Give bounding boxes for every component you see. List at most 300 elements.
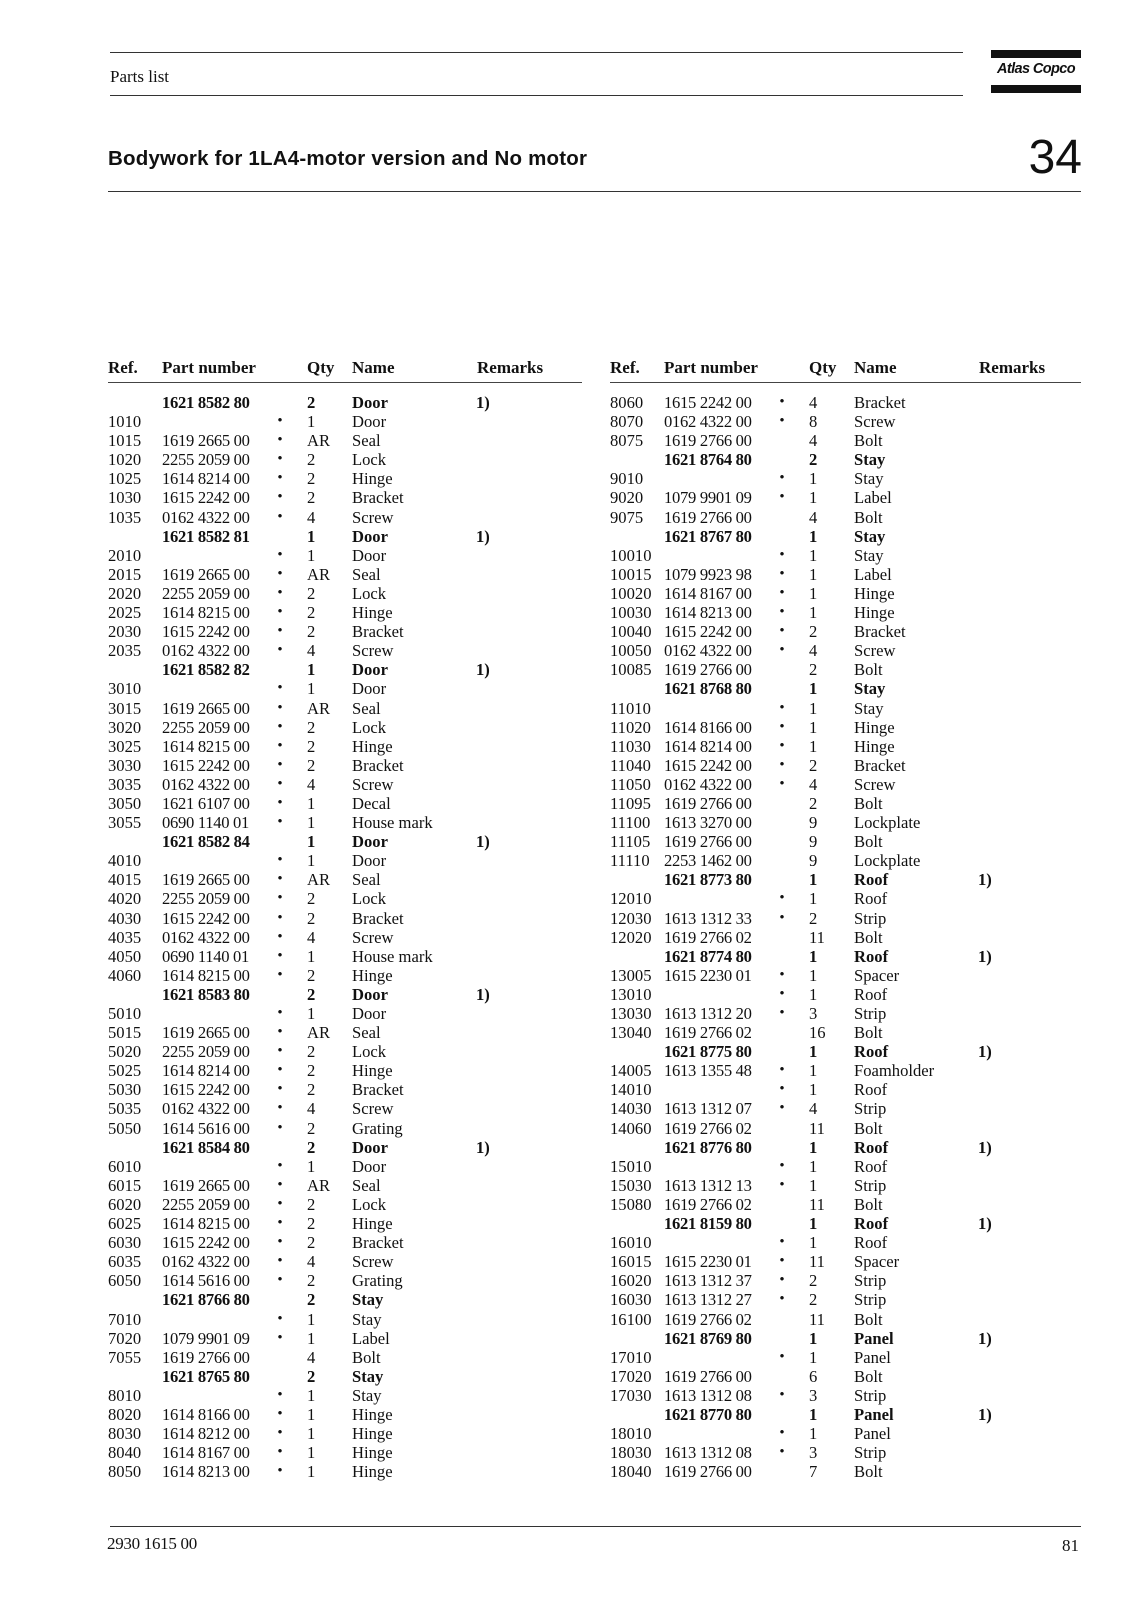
qty-cell: 1 — [307, 1404, 316, 1424]
bullet-cell: • — [277, 413, 283, 430]
part-number-cell: 1615 2242 00 — [162, 1080, 250, 1100]
qty-cell: AR — [307, 431, 331, 451]
ref-cell: 10030 — [610, 603, 652, 623]
table-row — [610, 412, 1081, 431]
table-row — [610, 469, 1081, 488]
qty-cell: 1 — [809, 736, 818, 756]
bullet-cell: • — [277, 604, 283, 621]
bullet-cell: • — [277, 966, 283, 983]
name-cell: Bolt — [854, 507, 883, 527]
bullet-cell: • — [277, 1119, 283, 1136]
part-number-cell: 1614 8167 00 — [664, 583, 752, 603]
assembly-row — [610, 947, 1081, 966]
ref-cell: 1020 — [108, 450, 142, 470]
qty-cell: 2 — [307, 736, 316, 756]
name-cell: Screw — [352, 927, 394, 947]
bullet-cell: • — [779, 890, 785, 907]
qty-cell: 1 — [809, 1042, 818, 1062]
name-cell: Roof — [854, 946, 889, 966]
name-cell: Roof — [854, 1214, 889, 1234]
ref-cell: 2020 — [108, 583, 142, 603]
table-row — [610, 508, 1081, 527]
qty-cell: 1 — [307, 1462, 316, 1482]
part-number-cell: 1619 2766 00 — [664, 832, 752, 852]
name-cell: Label — [854, 564, 892, 584]
table-row — [108, 622, 582, 641]
table-row — [108, 1310, 582, 1329]
table-row — [610, 431, 1081, 450]
bullet-cell: • — [779, 1005, 785, 1021]
table-row — [610, 1462, 1081, 1481]
ref-cell: 11110 — [610, 851, 650, 871]
ref-cell: 3055 — [108, 813, 142, 833]
section-label: Parts list — [110, 67, 170, 86]
remarks-cell: 1) — [476, 984, 490, 1004]
section-number: 34 — [1028, 131, 1082, 184]
remarks-cell: 1) — [978, 1042, 992, 1062]
assembly-row — [108, 985, 582, 1004]
ref-cell: 3030 — [108, 755, 142, 775]
remarks-cell: 1) — [978, 1214, 992, 1234]
part-number-cell: 1613 1312 13 — [664, 1175, 752, 1195]
bullet-cell: • — [779, 1386, 785, 1403]
table-row — [108, 679, 582, 698]
qty-cell: 1 — [809, 564, 818, 584]
ref-cell: 16010 — [610, 1233, 652, 1253]
name-cell: Screw — [854, 641, 896, 661]
ref-cell: 16020 — [610, 1271, 652, 1291]
qty-cell: 1 — [809, 1175, 818, 1195]
ref-cell: 11020 — [610, 717, 651, 737]
part-number-cell: 0162 4322 00 — [162, 774, 250, 794]
qty-cell: 1 — [809, 1061, 818, 1081]
bullet-cell: • — [277, 756, 283, 773]
name-cell: Hinge — [352, 736, 393, 756]
ref-cell: 1015 — [108, 431, 142, 451]
qty-cell: 1 — [307, 851, 316, 871]
ref-cell: 3010 — [108, 679, 142, 699]
name-cell: Seal — [352, 870, 381, 890]
qty-cell: 4 — [307, 507, 316, 527]
name-cell: Lock — [352, 583, 387, 603]
bullet-cell: • — [779, 1253, 785, 1270]
name-cell: Door — [352, 1004, 387, 1023]
ref-cell: 3020 — [108, 717, 142, 737]
part-number-cell: 1619 2766 00 — [162, 1347, 250, 1367]
table-row — [610, 889, 1081, 908]
part-number-cell: 2255 2059 00 — [162, 450, 250, 470]
document-number: 2930 1615 00 — [107, 1534, 197, 1553]
part-number-cell: 1619 2665 00 — [162, 1023, 250, 1043]
name-cell: Hinge — [352, 965, 393, 985]
bullet-cell: • — [277, 1195, 283, 1212]
part-number-cell: 1613 1312 27 — [664, 1290, 752, 1310]
ref-cell: 9010 — [610, 469, 644, 489]
bullet-cell: • — [277, 1253, 283, 1270]
qty-cell: 1 — [307, 1443, 316, 1463]
qty-cell: 1 — [307, 793, 316, 813]
bullet-cell: • — [277, 852, 283, 869]
name-cell: Screw — [352, 507, 394, 527]
qty-cell: 1 — [809, 469, 818, 489]
qty-cell: 1 — [307, 679, 316, 699]
assembly-row — [610, 450, 1081, 469]
qty-cell: 9 — [809, 813, 818, 833]
part-number-cell: 1613 3270 00 — [664, 813, 752, 833]
header-qty: Qty — [307, 358, 335, 377]
ref-cell: 16015 — [610, 1252, 652, 1272]
qty-cell: 1 — [809, 1404, 818, 1424]
name-cell: Seal — [352, 564, 381, 584]
ref-cell: 10010 — [610, 545, 652, 565]
table-row — [610, 775, 1081, 794]
parts-table-left — [108, 358, 582, 1481]
ref-cell: 5020 — [108, 1042, 142, 1062]
qty-cell: 1 — [809, 698, 818, 718]
part-number-cell: 1615 2242 00 — [162, 622, 250, 642]
name-cell: Bolt — [854, 660, 883, 680]
bullet-cell: • — [779, 584, 785, 601]
bullet-cell: • — [779, 1444, 785, 1461]
ref-cell: 4060 — [108, 965, 142, 985]
qty-cell: 2 — [809, 908, 818, 928]
part-number-cell: 1619 2766 02 — [664, 1023, 752, 1043]
ref-cell: 5030 — [108, 1080, 142, 1100]
header-name: Name — [854, 358, 897, 377]
remarks-cell: 1) — [476, 660, 490, 680]
table-row — [610, 1252, 1081, 1271]
qty-cell: 9 — [809, 832, 818, 852]
ref-cell: 7020 — [108, 1328, 142, 1348]
qty-cell: AR — [307, 870, 331, 890]
part-number-cell: 1614 8167 00 — [162, 1443, 250, 1463]
ref-cell: 6050 — [108, 1271, 142, 1291]
table-row — [610, 1004, 1081, 1023]
part-number-cell: 1615 2242 00 — [162, 908, 250, 928]
qty-cell: 1 — [307, 1309, 316, 1329]
part-number-cell: 2255 2059 00 — [162, 889, 250, 909]
qty-cell: 11 — [809, 927, 825, 947]
page-title: Bodywork for 1LA4-motor version and No motor — [108, 147, 588, 170]
name-cell: Door — [352, 1156, 387, 1176]
ref-cell: 11030 — [610, 736, 651, 756]
name-cell: Stay — [854, 526, 886, 546]
ref-cell: 13040 — [610, 1023, 652, 1043]
part-number-cell: 0162 4322 00 — [162, 927, 250, 947]
part-number-cell: 2255 2059 00 — [162, 1194, 250, 1214]
part-number-cell: 1621 8765 80 — [162, 1366, 250, 1386]
part-number-cell: 1621 8774 80 — [664, 946, 752, 966]
name-cell: Door — [352, 832, 388, 852]
assembly-row — [108, 832, 582, 851]
name-cell: Stay — [352, 1366, 384, 1386]
qty-cell: 1 — [809, 1347, 818, 1367]
part-number-cell: 1621 8768 80 — [664, 679, 752, 699]
ref-cell: 13005 — [610, 965, 652, 985]
part-number-cell: 2255 2059 00 — [162, 1042, 250, 1062]
table-header-left — [108, 358, 582, 383]
part-number-cell: 2255 2059 00 — [162, 717, 250, 737]
name-cell: Hinge — [352, 1061, 393, 1081]
qty-cell: 1 — [307, 660, 316, 680]
ref-cell: 1030 — [108, 488, 142, 508]
part-number-cell: 1614 8166 00 — [664, 717, 752, 737]
qty-cell: 2 — [307, 583, 316, 603]
ref-cell: 8020 — [108, 1404, 142, 1424]
qty-cell: 2 — [809, 450, 818, 470]
bullet-cell: • — [779, 1100, 785, 1117]
ref-cell: 16030 — [610, 1290, 652, 1310]
table-row — [610, 641, 1081, 660]
table-row — [108, 1080, 582, 1099]
name-cell: Door — [352, 851, 387, 871]
part-number-cell: 0162 4322 00 — [664, 774, 752, 794]
qty-cell: 4 — [307, 1347, 316, 1367]
bullet-cell: • — [779, 546, 785, 563]
name-cell: Bolt — [854, 1462, 883, 1482]
ref-cell: 5035 — [108, 1099, 142, 1119]
name-cell: Bracket — [352, 622, 404, 642]
name-cell: Hinge — [854, 736, 895, 756]
ref-cell: 15010 — [610, 1156, 652, 1176]
part-number-cell: 2253 1462 00 — [664, 851, 752, 871]
table-row — [610, 832, 1081, 851]
bullet-cell: • — [779, 394, 785, 410]
bullet-cell: • — [277, 1005, 283, 1021]
bullet-cell: • — [277, 470, 283, 487]
name-cell: Bracket — [854, 622, 906, 642]
table-row — [108, 1424, 582, 1443]
ref-cell: 4030 — [108, 908, 142, 928]
qty-cell: 1 — [307, 832, 316, 852]
name-cell: Lock — [352, 450, 387, 470]
part-number-cell: 1079 9923 98 — [664, 564, 752, 584]
name-cell: Panel — [854, 1328, 894, 1348]
table-row — [108, 1157, 582, 1176]
header-ref: Ref. — [610, 358, 640, 377]
table-row — [108, 889, 582, 908]
name-cell: Bolt — [854, 1366, 883, 1386]
table-row — [610, 1310, 1081, 1329]
name-cell: Seal — [352, 1023, 381, 1043]
ref-cell: 18010 — [610, 1424, 652, 1444]
header-part-number: Part number — [162, 358, 256, 377]
name-cell: Screw — [854, 774, 896, 794]
table-row — [108, 1195, 582, 1214]
header-remarks: Remarks — [979, 358, 1046, 377]
qty-cell: 2 — [307, 1214, 316, 1234]
name-cell: Stay — [854, 698, 884, 718]
ref-cell: 11100 — [610, 813, 651, 833]
rows-right — [610, 393, 1081, 1481]
table-row — [108, 1214, 582, 1233]
table-row — [610, 909, 1081, 928]
ref-cell: 11050 — [610, 774, 651, 794]
name-cell: Lock — [352, 1194, 387, 1214]
assembly-row — [610, 870, 1081, 889]
ref-cell: 11105 — [610, 832, 651, 852]
part-number-cell: 1079 9901 09 — [664, 488, 752, 508]
bullet-cell: • — [277, 775, 283, 792]
part-number-cell: 0690 1140 01 — [162, 946, 250, 966]
table-row — [610, 851, 1081, 870]
ref-cell: 4015 — [108, 870, 142, 890]
ref-cell: 8075 — [610, 431, 644, 451]
part-number-cell: 1613 1312 08 — [664, 1443, 752, 1463]
part-number-cell: 1614 8214 00 — [162, 469, 250, 489]
title-rule — [108, 191, 1081, 192]
part-number-cell: 1619 2766 02 — [664, 1309, 752, 1329]
assembly-row — [610, 679, 1081, 698]
ref-cell: 6015 — [108, 1175, 142, 1195]
name-cell: Bolt — [854, 1194, 883, 1214]
table-row — [108, 1061, 582, 1080]
name-cell: Bracket — [352, 755, 404, 775]
bullet-cell: • — [277, 1463, 283, 1480]
qty-cell: 1 — [307, 412, 316, 432]
name-cell: Bolt — [854, 793, 883, 813]
table-row — [108, 603, 582, 622]
table-row — [610, 794, 1081, 813]
part-number-cell: 1615 2242 00 — [162, 1233, 250, 1253]
name-cell: Strip — [854, 1271, 887, 1291]
part-number-cell: 1621 8769 80 — [664, 1328, 752, 1348]
table-row — [108, 1233, 582, 1252]
table-row — [108, 909, 582, 928]
ref-cell: 10020 — [610, 583, 652, 603]
name-cell: Screw — [854, 412, 896, 432]
table-row — [108, 431, 582, 450]
name-cell: Bracket — [854, 755, 906, 775]
bullet-cell: • — [277, 814, 283, 831]
part-number-cell: 1619 2665 00 — [162, 870, 250, 890]
name-cell: Lock — [352, 717, 387, 737]
name-cell: Bracket — [352, 908, 404, 928]
bullet-cell: • — [779, 1348, 785, 1365]
ref-cell: 1010 — [108, 412, 142, 432]
remarks-cell: 1) — [978, 870, 992, 890]
qty-cell: 2 — [307, 965, 316, 985]
bullet-cell: • — [277, 1043, 283, 1060]
ref-cell: 9075 — [610, 507, 644, 527]
bullet-cell: • — [277, 1425, 283, 1442]
name-cell: Door — [352, 545, 387, 565]
name-cell: Lockplate — [854, 813, 921, 833]
bullet-cell: • — [277, 680, 283, 697]
qty-cell: 1 — [307, 1328, 316, 1348]
table-row — [108, 794, 582, 813]
ref-cell: 1025 — [108, 469, 142, 489]
name-cell: Strip — [854, 1099, 887, 1119]
qty-cell: 1 — [809, 545, 818, 565]
qty-cell: 2 — [307, 717, 316, 737]
qty-cell: 2 — [809, 1290, 818, 1310]
part-number-cell: 1621 8159 80 — [664, 1214, 752, 1234]
ref-cell: 18030 — [610, 1443, 652, 1463]
qty-cell: 4 — [809, 1099, 818, 1119]
table-row — [610, 966, 1081, 985]
part-number-cell: 1621 8582 80 — [162, 393, 250, 412]
table-row — [610, 1386, 1081, 1405]
qty-cell: 1 — [307, 1385, 316, 1405]
ref-cell: 5050 — [108, 1118, 142, 1138]
part-number-cell: 1614 8215 00 — [162, 965, 250, 985]
header-top-rule — [110, 52, 963, 53]
part-number-cell: 1613 1312 20 — [664, 1004, 752, 1023]
table-row — [108, 1348, 582, 1367]
part-number-cell: 1621 8582 84 — [162, 832, 250, 852]
part-number-cell: 1619 2766 00 — [664, 793, 752, 813]
part-number-cell: 2255 2059 00 — [162, 583, 250, 603]
name-cell: Bolt — [352, 1347, 381, 1367]
bullet-cell: • — [277, 489, 283, 506]
qty-cell: 2 — [809, 755, 818, 775]
bullet-cell: • — [779, 623, 785, 640]
ref-cell: 14005 — [610, 1061, 652, 1081]
part-number-cell: 1619 2766 02 — [664, 1118, 752, 1138]
bullet-cell: • — [779, 699, 785, 716]
qty-cell: 2 — [809, 622, 818, 642]
name-cell: Grating — [352, 1118, 403, 1138]
ref-cell: 18040 — [610, 1462, 652, 1482]
ref-cell: 2010 — [108, 545, 142, 565]
part-number-cell: 1614 8215 00 — [162, 603, 250, 623]
qty-cell: 1 — [809, 583, 818, 603]
table-row — [610, 699, 1081, 718]
table-row — [610, 1023, 1081, 1042]
name-cell: Door — [352, 526, 388, 546]
ref-cell: 13030 — [610, 1004, 652, 1023]
remarks-cell: 1) — [476, 1137, 490, 1157]
name-cell: Bracket — [352, 1080, 404, 1100]
qty-cell: 1 — [809, 1328, 818, 1348]
table-row — [108, 546, 582, 565]
qty-cell: 1 — [809, 679, 818, 699]
part-number-cell: 1621 8584 80 — [162, 1137, 250, 1157]
bullet-cell: • — [277, 451, 283, 468]
bullet-cell: • — [779, 1234, 785, 1251]
ref-cell: 17010 — [610, 1347, 652, 1367]
bullet-cell: • — [779, 775, 785, 792]
qty-cell: AR — [307, 698, 331, 718]
table-row — [610, 1176, 1081, 1195]
name-cell: Bracket — [854, 393, 906, 412]
bullet-cell: • — [779, 470, 785, 487]
ref-cell: 6010 — [108, 1156, 142, 1176]
qty-cell: 4 — [307, 641, 316, 661]
qty-cell: 11 — [809, 1309, 825, 1329]
bullet-cell: • — [277, 432, 283, 449]
bullet-cell: • — [277, 1272, 283, 1289]
name-cell: House mark — [352, 946, 433, 966]
ref-cell: 10050 — [610, 641, 652, 661]
name-cell: Seal — [352, 698, 381, 718]
ref-cell: 8040 — [108, 1443, 142, 1463]
name-cell: Stay — [854, 469, 884, 489]
header-ref: Ref. — [108, 358, 138, 377]
table-row — [610, 1290, 1081, 1309]
bullet-cell: • — [779, 1176, 785, 1193]
assembly-row — [610, 1042, 1081, 1061]
table-row — [108, 718, 582, 737]
table-row — [610, 1061, 1081, 1080]
rows-left — [108, 393, 582, 1481]
header-remarks: Remarks — [477, 358, 544, 377]
name-cell: Grating — [352, 1271, 403, 1291]
qty-cell: 2 — [307, 755, 316, 775]
ref-cell: 8050 — [108, 1462, 142, 1482]
name-cell: Hinge — [352, 1214, 393, 1234]
